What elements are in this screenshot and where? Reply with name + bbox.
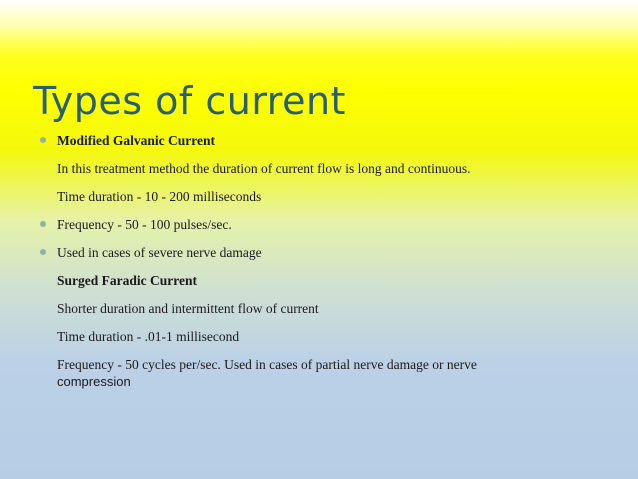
bullet-item-frequency-galvanic (40, 216, 600, 233)
text-item-time-duration-faradic (40, 328, 600, 345)
text-item-surged-faradic (40, 272, 600, 289)
item-text: Time duration - 10 - 200 milliseconds (57, 189, 262, 204)
item-text: In this treatment method the duration of current flow is long and continuous. (57, 161, 471, 176)
item-text: Time duration - .01-1 millisecond (57, 329, 240, 344)
text-item-treatment-method (40, 160, 600, 177)
slide-title: Types of current (33, 79, 346, 123)
bullet-icon (40, 249, 46, 255)
text-item-time-duration-galvanic (40, 188, 600, 205)
item-text: Surged Faradic Current (57, 273, 197, 288)
bullet-item-severe-damage (40, 244, 600, 261)
text-item-shorter-duration (40, 300, 600, 317)
bullet-icon (40, 221, 46, 227)
item-text: Frequency - 50 cycles per/sec. Used in cases of partial nerve damage or nerve (57, 357, 477, 372)
bullet-text: Used in cases of severe nerve damage (57, 245, 262, 260)
bullet-text: Modified Galvanic Current (57, 133, 215, 148)
text-item-frequency-faradic (40, 356, 600, 373)
bullet-icon (40, 137, 46, 143)
item-text: Shorter duration and intermittent flow of current (57, 301, 319, 316)
bullet-text: Frequency - 50 - 100 pulses/sec. (57, 217, 232, 232)
text-item-compression (40, 373, 600, 390)
slide-content (40, 132, 600, 401)
item-text: compression (57, 374, 131, 389)
bullet-item-modified-galvanic (40, 132, 600, 149)
